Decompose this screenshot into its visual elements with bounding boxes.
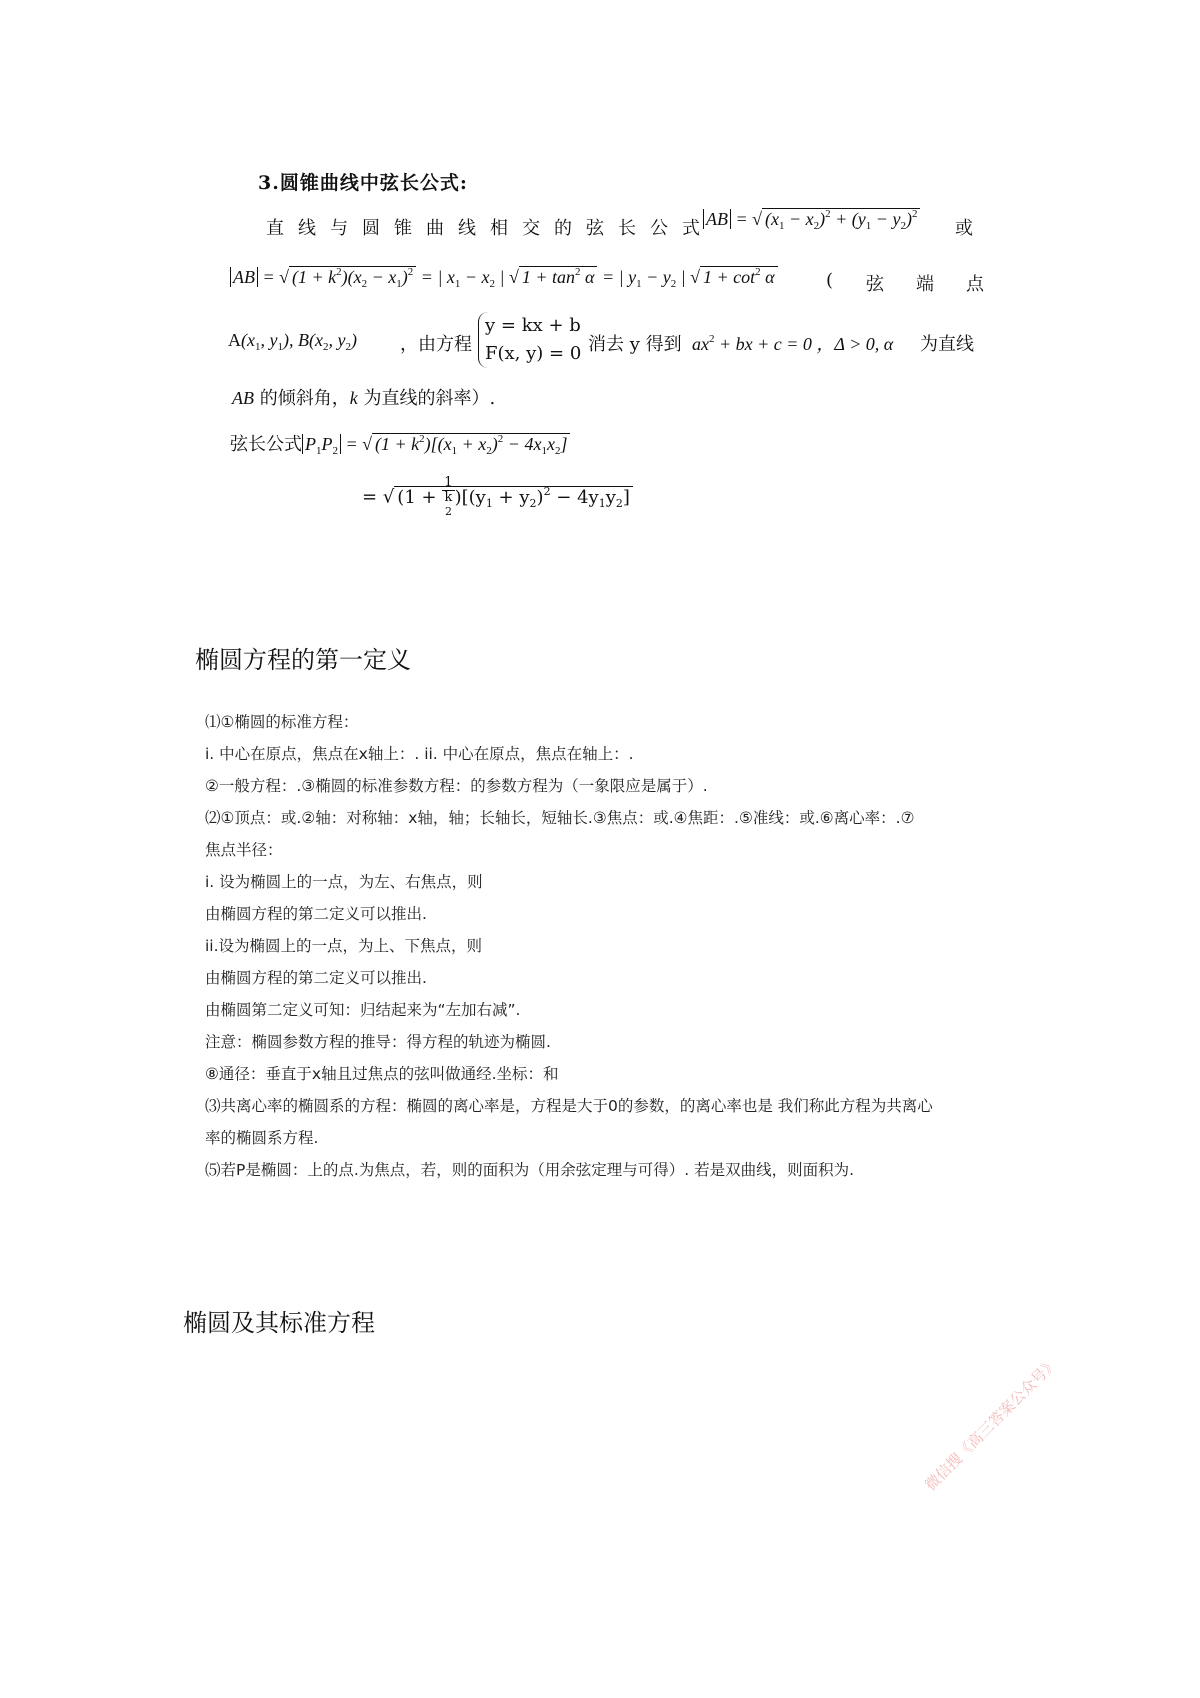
chord-line-4: AB 的倾斜角，k 为直线的斜率）.: [232, 388, 496, 409]
note-line: 注意：椭圆参数方程的推导：得方程的轨迹为椭圆.: [205, 1033, 551, 1051]
chord-line3-mid: 消去 y 得到: [588, 334, 682, 355]
chord-line2-paren: (: [826, 270, 834, 291]
note-line: ⑶共离心率的椭圆系的方程：椭圆的离心率是，方程是大于0的参数，的离心率也是 我们称此方程为共离心: [205, 1097, 933, 1115]
note-line: i. 设为椭圆上的一点，为左、右焦点，则: [205, 873, 483, 891]
watermark: 微信搜《高三答案公众号》: [921, 1354, 1062, 1495]
system-of-equations: [478, 312, 581, 368]
note-line: ii.设为椭圆上的一点，为上、下焦点，则: [205, 937, 483, 955]
chord-endpoints: $A(x_1$, $y_1$), $B(x_2$, $y_2$): [228, 330, 357, 353]
note-line: ⑵①顶点：或.②轴：对称轴：x轴，轴；长轴长，短轴长.③焦点：或.④焦距：.⑤准线：或.⑥离心率：.⑦: [205, 809, 915, 827]
chord-line4-text: 的倾斜角，: [259, 388, 350, 409]
chord-line-1: [266, 214, 714, 240]
section-title-first-definition: 椭圆方程的第一定义: [195, 646, 411, 674]
system-eq-2: F(x, y) = 0: [485, 343, 582, 364]
chord-line4-tail: 为直线的斜率）.: [363, 388, 496, 409]
note-line: ⑴①椭圆的标准方程：: [205, 713, 359, 731]
chord-line1-or: 或: [955, 218, 973, 239]
note-line: i. 中心在原点，焦点在x轴上：. ii. 中心在原点，焦点在轴上：.: [205, 745, 634, 763]
chord-line5-label: 弦长公式: [230, 434, 302, 455]
ab-slope-formula: AB = √ $(1 + k^2)(x_2 - x_1)^2$ = | $x_1 - x_2$ | √ $1 + \tan^2 \alpha$ = | $y_1 - y_2$ | √ $1 + \cot^2 \alpha$: [230, 266, 778, 290]
system-eq-1: y = kx + b: [485, 315, 581, 336]
note-line: 由椭圆方程的第二定义可以推出.: [205, 905, 427, 923]
ab-distance-formula: AB = √ $(x_1 - x_2)^2 + (y_1 - y_2)^2$: [703, 208, 920, 232]
chord-line6-eq: =: [362, 486, 378, 508]
note-line: ②一般方程：.③椭圆的标准参数方程：的参数方程为（一象限应是属于）.: [205, 777, 708, 795]
note-line: ⑧通径：垂直于x轴且过焦点的弦叫做通经.坐标：和: [205, 1065, 559, 1083]
quadratic-eq: $ax^2$ + bx + c = 0 ，Δ > 0, α: [692, 333, 894, 354]
note-line: 由椭圆第二定义可知：归结起来为“左加右减”.: [205, 1001, 521, 1019]
chord-line2-tail: 弦端点: [866, 274, 1016, 295]
chord-line4-k: k: [349, 388, 358, 408]
chord-line-6: = √ (1 + 1 k 2 )$[(y_1 + y_2)^2 - 4y_1y_2]$: [362, 476, 633, 519]
note-line: 由椭圆方程的第二定义可以推出.: [205, 969, 427, 987]
chord-line3-text: ，由方程: [400, 334, 472, 355]
chord-line3-tail: 为直线: [920, 334, 974, 355]
note-line: ⑸若P是椭圆：上的点.为焦点，若，则的面积为（用余弦定理与可得）. 若是双曲线，则面积为.: [205, 1161, 855, 1179]
ellipse-notes: [205, 706, 933, 1186]
note-line: 焦点半径：: [205, 841, 283, 859]
chord-line-5: 弦长公式 $P_1P_2$ = √ $(1 + k^2)[(x_1 + x_2)^2 - 4x_1x_2]$: [230, 430, 570, 457]
note-line: 率的椭圆系方程.: [205, 1129, 319, 1147]
section-title-standard-equation: 椭圆及其标准方程: [183, 1309, 375, 1337]
chord-formula-heading: 3.圆锥曲线中弦长公式:: [258, 172, 468, 194]
chord-line1-text: 直线与圆锥曲线相交的弦长公式: [266, 218, 714, 239]
